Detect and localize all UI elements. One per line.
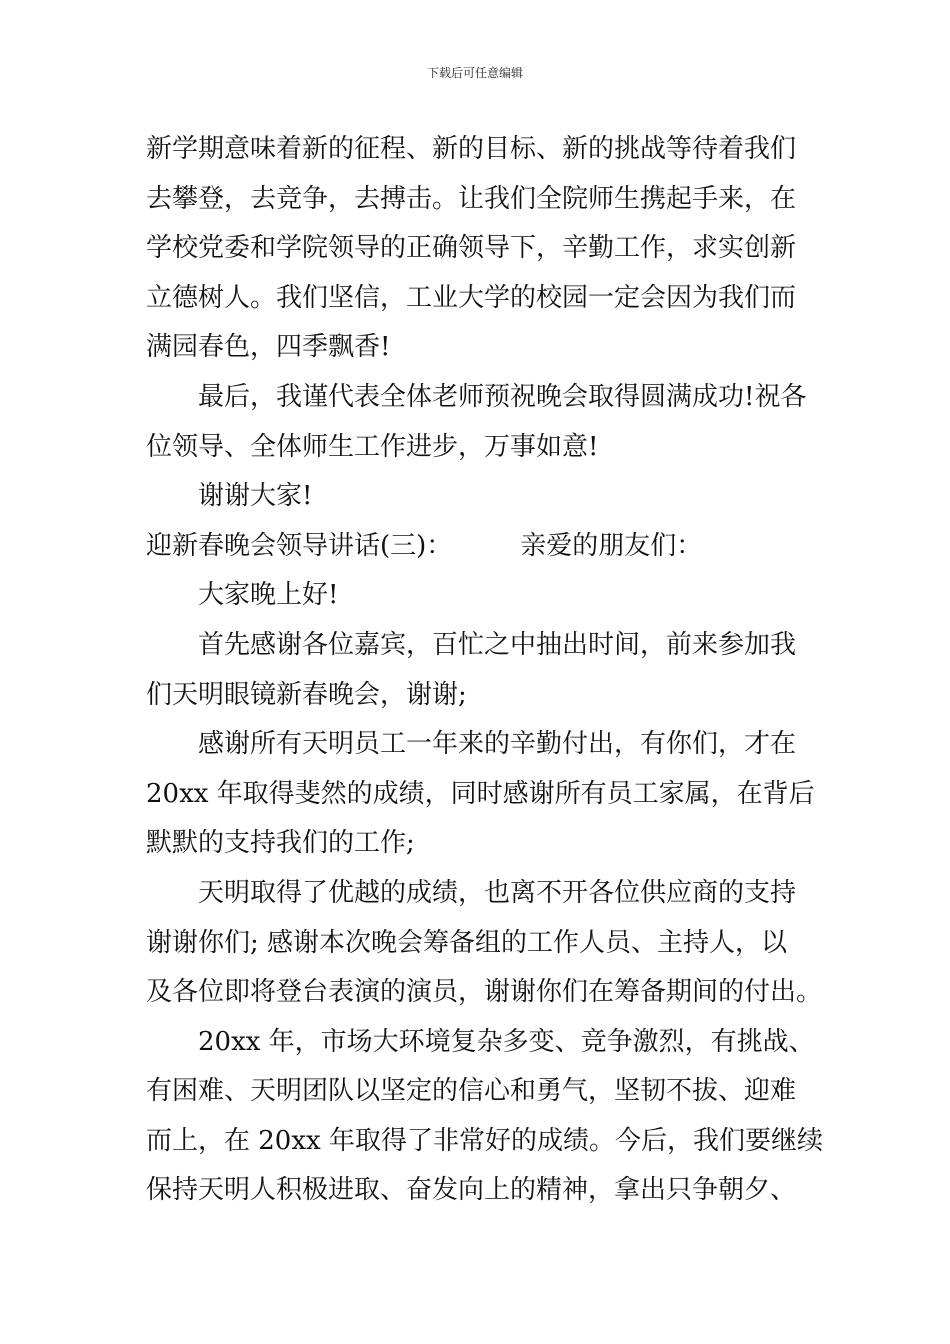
text-line: 立德树人。我们坚信，工业大学的校园一定会因为我们而	[146, 282, 797, 313]
section-title-line	[146, 522, 808, 572]
text-line: 最后，我谨代表全体老师预祝晚会取得圆满成功!祝各	[198, 381, 807, 412]
text-line: 而上，在 20xx 年取得了非常好的成绩。今后，我们要继续	[146, 1125, 823, 1156]
text-line: 满园春色，四季飘香!	[146, 332, 391, 363]
salutation: 亲爱的朋友们：	[520, 530, 703, 561]
text-line: 大家晚上好!	[198, 580, 339, 611]
text-line: 20xx 年，市场大环境复杂多变、竞争激烈，有挑战、	[198, 1026, 815, 1057]
text-line: 新学期意味着新的征程、新的目标、新的挑战等待着我们	[146, 134, 797, 164]
text-line: 有困难、天明团队以坚定的信心和勇气，坚韧不拔、迎难	[146, 1076, 797, 1107]
text-line: 谢谢大家!	[198, 481, 313, 512]
text-line: 谢谢你们; 感谢本次晚会筹备组的工作人员、主持人，以	[146, 927, 788, 958]
text-line: 们天明眼镜新春晚会，谢谢;	[146, 679, 467, 710]
section-title: 迎新春晚会领导讲话(三)：	[146, 530, 453, 561]
text-line: 去攀登，去竞争，去搏击。让我们全院师生携起手来，在	[146, 183, 797, 214]
text-line: 感谢所有天明员工一年来的辛勤付出，有你们，才在	[198, 729, 797, 760]
text-line: 首先感谢各位嘉宾，百忙之中抽出时间，前来参加我	[198, 629, 797, 660]
text-line: 位领导、全体师生工作进步，万事如意!	[146, 431, 599, 462]
text-line: 保持天明人积极进取、奋发向上的精神，拿出只争朝夕、	[146, 1175, 797, 1206]
text-line: 天明取得了优越的成绩，也离不开各位供应商的支持	[198, 877, 797, 908]
document-body	[146, 125, 823, 1216]
page-header: 下载后可任意编辑	[426, 66, 523, 80]
text-line: 学校党委和学院领导的正确领导下，辛勤工作，求实创新	[146, 233, 797, 264]
text-line: 20xx 年取得斐然的成绩，同时感谢所有员工家属，在背后	[146, 778, 815, 809]
text-line: 及各位即将登台表演的演员，谢谢你们在筹备期间的付出。	[146, 977, 823, 1008]
text-line: 默默的支持我们的工作;	[146, 828, 415, 859]
